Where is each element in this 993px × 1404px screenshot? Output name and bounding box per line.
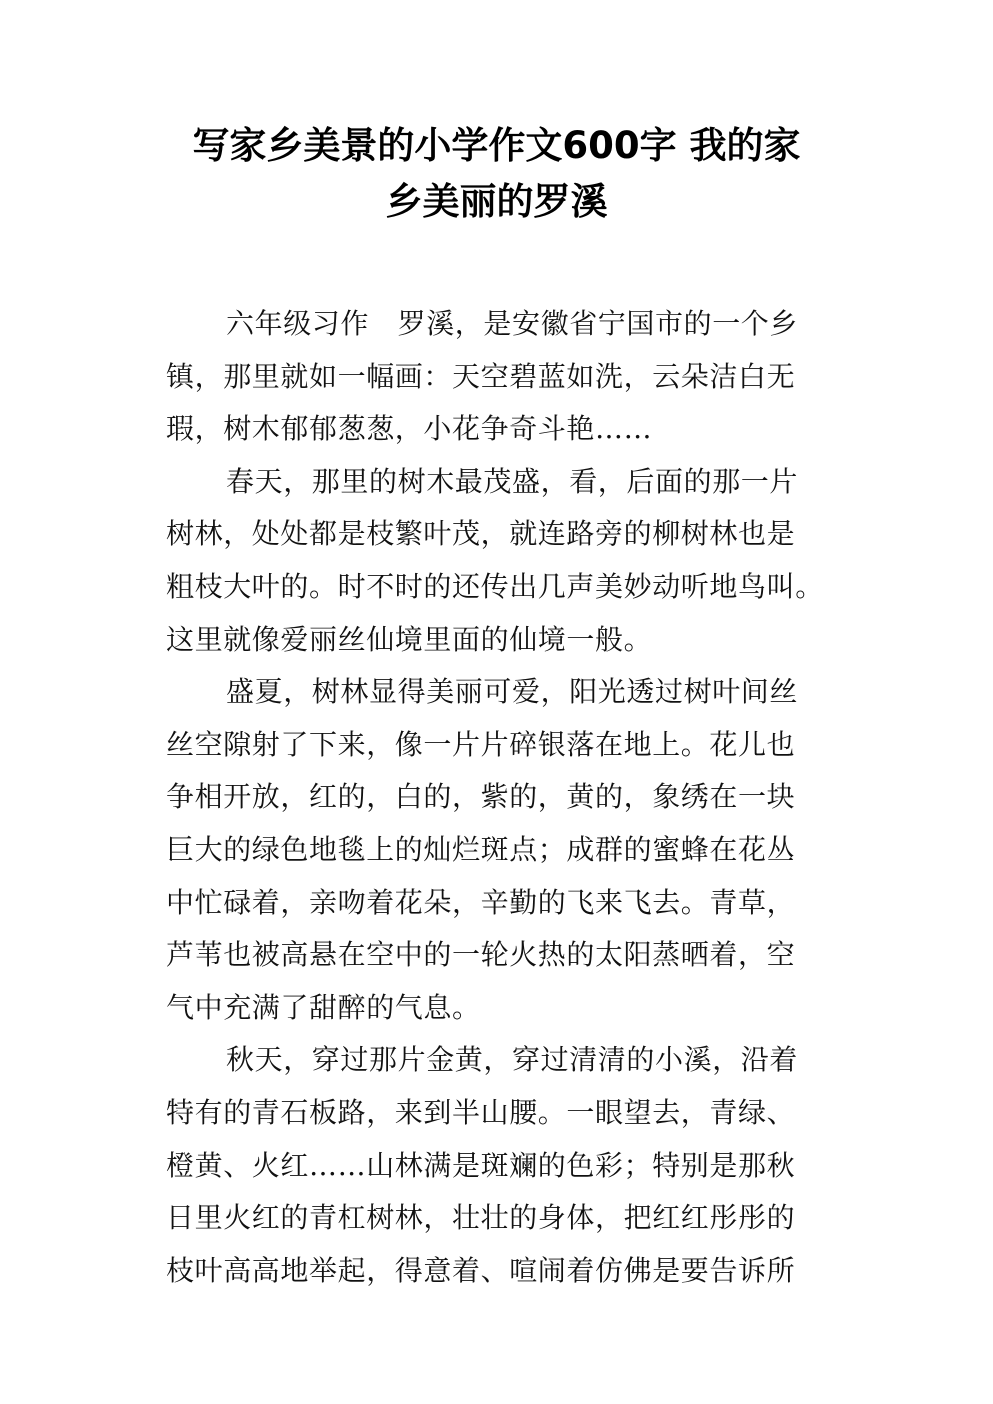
paragraph-summer xyxy=(166,666,834,1034)
text-line: 丝空隙射了下来，像一片片碎银落在地上。花儿也 xyxy=(166,727,796,761)
text-line: 特有的青石板路，来到半山腰。一眼望去，青绿、 xyxy=(166,1095,796,1129)
text-line: 盛夏，树林显得美丽可爱，阳光透过树叶间丝 xyxy=(226,675,799,709)
text-line: 枝叶高高地举起，得意着、喧闹着仿佛是要告诉所 xyxy=(166,1253,796,1287)
text-line: 树林，处处都是枝繁叶茂，就连路旁的柳树林也是 xyxy=(166,517,796,551)
title-line: 写家乡美景的小学作文600字 我的家 xyxy=(192,124,801,167)
text-line: 这里就像爱丽丝仙境里面的仙境一般。 xyxy=(166,622,653,656)
text-line: 六年级习作 罗溪，是安徽省宁国市的一个乡 xyxy=(226,307,799,340)
text-line: 巨大的绿色地毯上的灿烂斑点；成群的蜜蜂在花丛 xyxy=(166,832,796,866)
text-line: 春天，那里的树木最茂盛，看，后面的那一片 xyxy=(226,464,799,498)
text-line: 中忙碌着，亲吻着花朵，辛勤的飞来飞去。青草， xyxy=(166,885,796,919)
text-line: 日里火红的青杠树林，壮壮的身体，把红红彤彤的 xyxy=(166,1201,796,1235)
text-line: 争相开放，红的，白的，紫的，黄的，象绣在一块 xyxy=(166,780,796,814)
text-line: 橙黄、火红……山林满是斑斓的色彩；特别是那秋 xyxy=(166,1148,796,1182)
text-line: 瑕，树木郁郁葱葱，小花争奇斗艳…… xyxy=(166,412,653,446)
title-line: 乡美丽的罗溪 xyxy=(385,180,608,223)
document-body xyxy=(166,298,834,1297)
text-line: 气中充满了甜醉的气息。 xyxy=(166,990,481,1024)
paragraph-spring xyxy=(166,456,834,666)
paragraph-autumn xyxy=(166,1034,834,1297)
text-line: 粗枝大叶的。时不时的还传出几声美妙动听地鸟叫。 xyxy=(166,569,824,603)
text-line: 镇，那里就如一幅画：天空碧蓝如洗，云朵洁白无 xyxy=(166,359,796,393)
paragraph-intro xyxy=(166,298,834,456)
text-line: 芦苇也被高悬在空中的一轮火热的太阳蒸晒着，空 xyxy=(166,938,796,972)
text-line: 秋天，穿过那片金黄，穿过清清的小溪，沿着 xyxy=(226,1043,799,1077)
document-title xyxy=(140,118,853,230)
